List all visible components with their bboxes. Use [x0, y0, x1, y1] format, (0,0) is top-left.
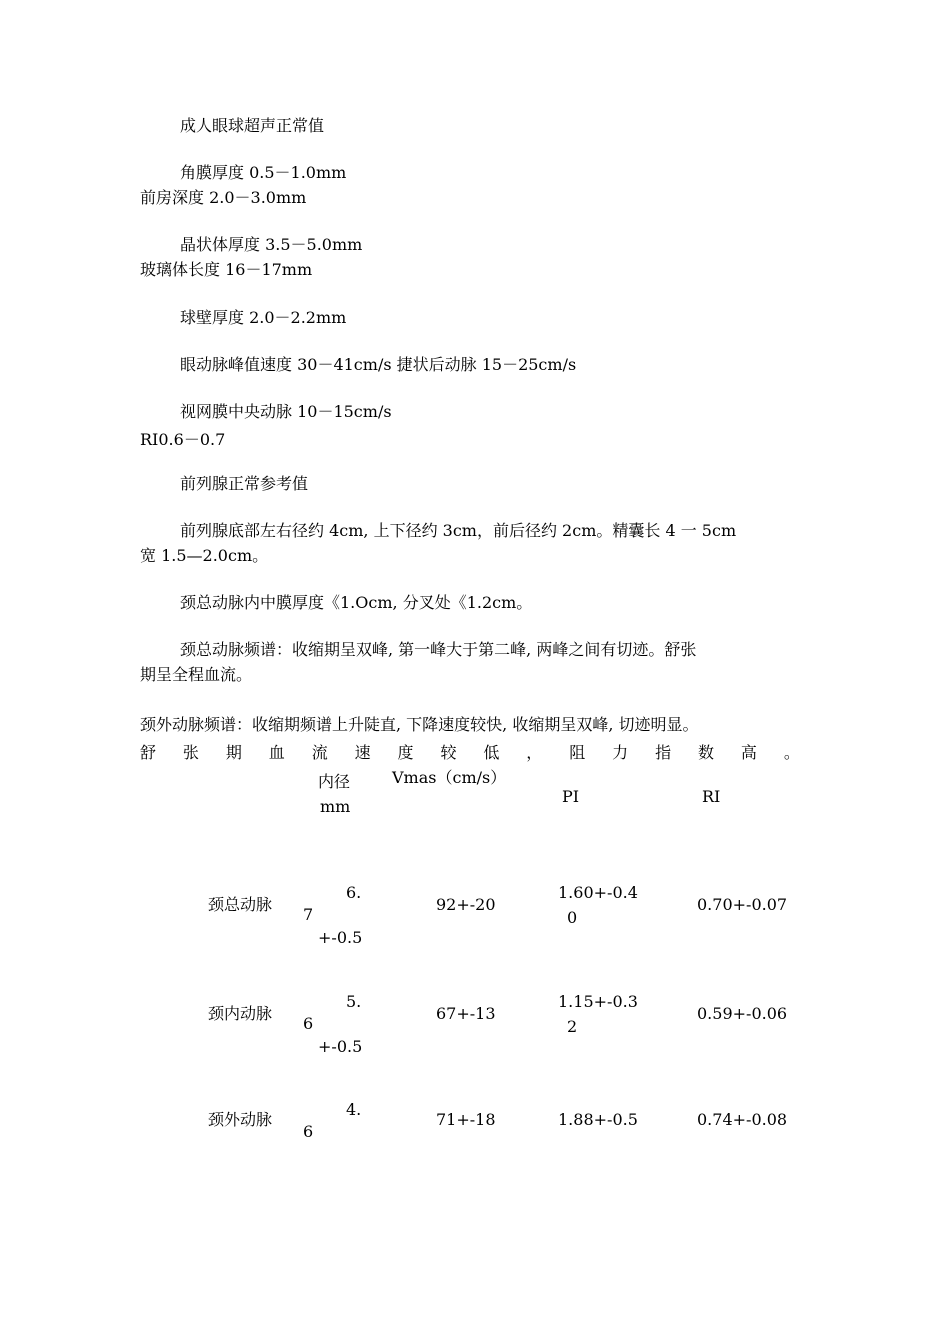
row-pi-b: 0: [567, 908, 578, 927]
justified-char: 指: [655, 743, 672, 762]
row-ri: 0.70+-0.07: [697, 895, 788, 914]
justified-char: 力: [612, 743, 629, 762]
eca-spectrum-line-1: 颈外动脉频谱：收缩期频谱上升陡直, 下降速度较快, 收缩期呈双峰, 切迹明显。: [140, 715, 699, 734]
justified-char: 度: [397, 743, 414, 762]
prostate-section-title: 前列腺正常参考值: [180, 474, 309, 493]
row-diameter-b: 7: [303, 905, 314, 924]
row-diameter-a: 6.: [346, 883, 362, 902]
justified-char: 张: [182, 743, 199, 762]
eye-section-title: 成人眼球超声正常值: [180, 116, 325, 135]
justified-char: 速: [354, 743, 371, 762]
retinal-artery-line: 视网膜中央动脉 10－15cm/s: [180, 402, 392, 421]
header-ri: RI: [702, 787, 721, 806]
row-pi-b: 2: [567, 1017, 578, 1036]
cca-spectrum-line-1: 颈总动脉频谱：收缩期呈双峰, 第一峰大于第二峰, 两峰之间有切迹。舒张: [180, 640, 697, 659]
justified-char: 舒: [140, 743, 157, 762]
row-pi-a: 1.88+-0.5: [558, 1110, 638, 1129]
justified-char: 期: [225, 743, 242, 762]
header-diameter-line-2: mm: [320, 797, 351, 816]
header-diameter-line-1: 内径: [318, 772, 351, 791]
justified-char: 低: [483, 743, 500, 762]
row-pi-a: 1.60+-0.4: [558, 883, 638, 902]
header-pi: PI: [562, 787, 580, 806]
justified-char: 流: [311, 743, 328, 762]
row-vmax: 71+-18: [436, 1110, 496, 1129]
ri-line: RI0.6－0.7: [140, 430, 226, 449]
justified-char: 较: [440, 743, 457, 762]
justified-char: 阻: [569, 743, 586, 762]
cornea-line: 角膜厚度 0.5－1.0mm: [180, 163, 347, 182]
lens-line: 晶状体厚度 3.5－5.0mm: [180, 235, 363, 254]
carotid-imt-line: 颈总动脉内中膜厚度《1.Ocm, 分叉处《1.2cm。: [180, 593, 533, 612]
prostate-line-2: 宽 1.5—2.0cm。: [140, 546, 269, 565]
row-name: 颈总动脉: [208, 895, 273, 914]
ophthalmic-artery-line: 眼动脉峰值速度 30－41cm/s 捷状后动脉 15－25cm/s: [180, 355, 577, 374]
vitreous-line: 玻璃体长度 16－17mm: [140, 260, 313, 279]
row-diameter-c: +-0.5: [318, 928, 363, 947]
row-diameter-a: 4.: [346, 1100, 362, 1119]
row-name: 颈外动脉: [208, 1110, 273, 1129]
row-diameter-a: 5.: [346, 992, 362, 1011]
row-pi-a: 1.15+-0.3: [558, 992, 638, 1011]
header-vmax: Vmas（cm/s）: [392, 768, 507, 787]
justified-char: 高: [740, 743, 757, 762]
row-diameter-b: 6: [303, 1122, 314, 1141]
justified-char: ，: [526, 743, 543, 762]
wall-line: 球壁厚度 2.0－2.2mm: [180, 308, 347, 327]
justified-char: 数: [697, 743, 714, 762]
row-vmax: 67+-13: [436, 1004, 496, 1023]
prostate-line-1: 前列腺底部左右径约 4cm, 上下径约 3cm，前后径约 2cm。精囊长 4 一 5cm: [180, 521, 737, 540]
row-name: 颈内动脉: [208, 1004, 273, 1023]
row-diameter-c: +-0.5: [318, 1037, 363, 1056]
row-ri: 0.59+-0.06: [697, 1004, 788, 1023]
row-diameter-b: 6: [303, 1014, 314, 1033]
justified-char: 血: [268, 743, 285, 762]
anterior-chamber-line: 前房深度 2.0－3.0mm: [140, 188, 307, 207]
row-ri: 0.74+-0.08: [697, 1110, 788, 1129]
row-vmax: 92+-20: [436, 895, 496, 914]
eca-spectrum-line-2: [140, 745, 800, 761]
justified-char: 。: [783, 743, 800, 762]
cca-spectrum-line-2: 期呈全程血流。: [140, 665, 253, 684]
